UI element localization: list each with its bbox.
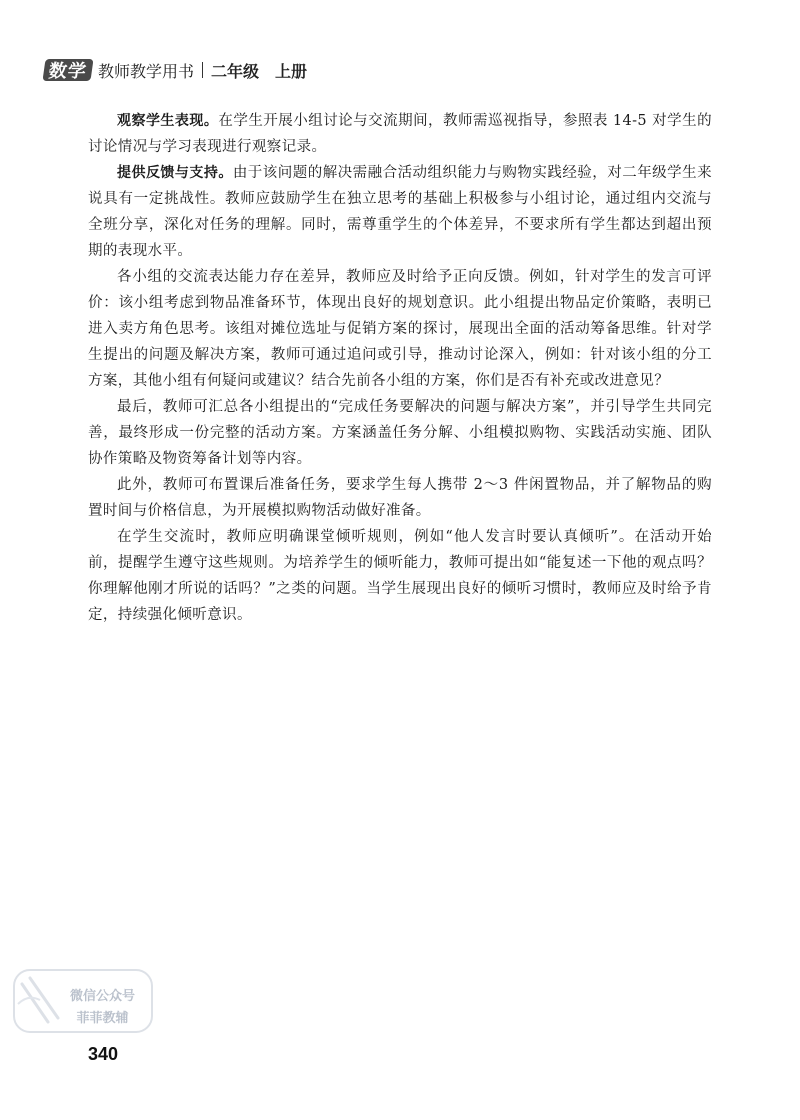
subject-logo: 数学 <box>42 59 93 81</box>
paragraph-positive-feedback <box>88 264 712 394</box>
paragraph-heading: 观察学生表现。 <box>117 113 219 129</box>
book-title: 教师教学用书 <box>98 61 195 81</box>
paragraph-homework <box>88 472 712 524</box>
watermark-line-1: 微信公众号 <box>70 989 136 1004</box>
body-text <box>88 108 712 628</box>
watermark <box>8 964 158 1038</box>
paragraph-heading: 提供反馈与支持。 <box>117 165 233 181</box>
paragraph-text: 由于该问题的解决需融合活动组织能力与购物实践经验，对二年级学生来说具有一定挑战性。教师应鼓励学生在独立思考的基础上积极参与小组讨论，通过组内交流与全班分享，深化对任务的理解。同时，需尊重学生的个体差异，不要求所有学生都达到超出预期的表现水平。 <box>88 165 713 259</box>
grade-volume: 二年级 上册 <box>211 61 308 81</box>
page-header <box>44 58 307 82</box>
paragraph-listening <box>88 524 712 628</box>
header-divider <box>202 62 203 78</box>
paragraph-text: 此外，教师可布置课后准备任务，要求学生每人携带 2～3 件闲置物品，并了解物品的购置时间与价格信息，为开展模拟购物活动做好准备。 <box>88 477 712 519</box>
paragraph-summary <box>88 394 712 472</box>
paragraph-text: 在学生交流时，教师应明确课堂倾听规则，例如“他人发言时要认真倾听”。在活动开始前，提醒学生遵守这些规则。为培养学生的倾听能力，教师可提出如“能复述一下他的观点吗？你理解他刚才所说的话吗？”之类的问题。当学生展现出良好的倾听习惯时，教师应及时给予肯定，持续强化倾听意识。 <box>88 529 712 623</box>
paragraph-observe <box>88 108 712 160</box>
paragraph-feedback <box>88 160 712 264</box>
paragraph-text: 在学生开展小组讨论与交流期间，教师需巡视指导，参照表 14-5 对学生的讨论情况与学习表现进行观察记录。 <box>88 113 712 155</box>
paragraph-text: 各小组的交流表达能力存在差异，教师应及时给予正向反馈。例如，针对学生的发言可评价：该小组考虑到物品准备环节，体现出良好的规划意识。此小组提出物品定价策略，表明已进入卖方角色思考。该组对摊位选址与促销方案的探讨，展现出全面的活动筹备思维。针对学生提出的问题及解决方案，教师可通过追问或引导，推动讨论深入，例如：针对该小组的分工方案，其他小组有何疑问或建议？结合先前各小组的方案，你们是否有补充或改进意见？ <box>88 269 712 389</box>
watermark-line-2: 菲菲教辅 <box>76 1011 129 1026</box>
paragraph-text: 最后，教师可汇总各小组提出的“完成任务要解决的问题与解决方案”，并引导学生共同完善，最终形成一份完整的活动方案。方案涵盖任务分解、小组模拟购物、实践活动实施、团队协作策略及物资筹备计划等内容。 <box>88 399 712 467</box>
page-number: 340 <box>88 1044 119 1064</box>
